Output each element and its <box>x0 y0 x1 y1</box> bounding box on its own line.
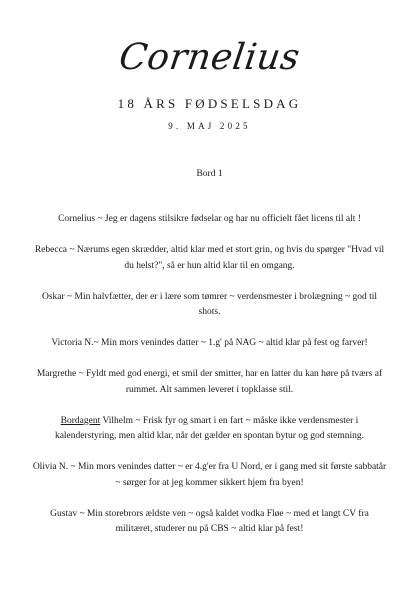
guest-entry <box>32 290 387 321</box>
entry-text: Gustav ~ Min storebrors ældste ven ~ også kaldet vodka Fløe ~ med et langt CV fra militæret, studerer nu på CBS ~ altid klar på fest! <box>50 508 369 534</box>
entry-text: Oskar ~ Min halvfætter, der er i lære som tømrer ~ verdensmester i brolægning ~ god til shots. <box>41 291 378 317</box>
entry-prefix: Bordagent <box>60 415 101 426</box>
guest-entry <box>32 507 387 538</box>
guest-entry <box>32 212 387 228</box>
entry-text: Olivia N. ~ Min mors venindes datter ~ er 4.g'er fra U Nord, er i gang med sit første sabbatår ~ sørger for at jeg kommer sikkert hjem fra byen! <box>32 462 387 488</box>
event-subtitle: 18 ÅRS FØDSELSDAG <box>117 96 302 111</box>
guest-entry <box>32 460 387 491</box>
guest-entry <box>32 367 387 398</box>
table-label: Bord 1 <box>196 169 223 179</box>
guest-list <box>32 212 387 553</box>
entry-text: Vilhelm ~ Frisk fyr og smart i en fart ~ måske ikke verdensmester i kalenderstyring, men altid klar, når det gælder en spontan bytur og god stemning. <box>54 415 365 441</box>
guest-entry <box>32 243 387 274</box>
guest-entry <box>32 414 387 445</box>
entry-text: Cornelius ~ Jeg er dagens stilsikre fødselar og har nu officielt fået licens til alt ! <box>58 214 361 224</box>
entry-text: Margrethe ~ Fyldt med god energi, et smil der smitter, har en latter du kan høre på tværs af rummet. Alt sammen leveret i topklasse stil. <box>36 369 383 395</box>
name-script-title: Cornelius <box>116 37 303 78</box>
entry-text: Victoria N.~ Min mors venindes datter ~ 1.g' på NAG ~ altid klar på fest og farver! <box>51 338 368 348</box>
event-date: 9. MAJ 2025 <box>168 121 251 131</box>
guest-entry <box>32 336 387 352</box>
entry-text: Rebecca ~ Nærums egen skrædder, altid klar med et stort grin, og hvis du spørger "Hvad vil du helst?", så er hun altid klar til en omgang. <box>34 245 385 271</box>
